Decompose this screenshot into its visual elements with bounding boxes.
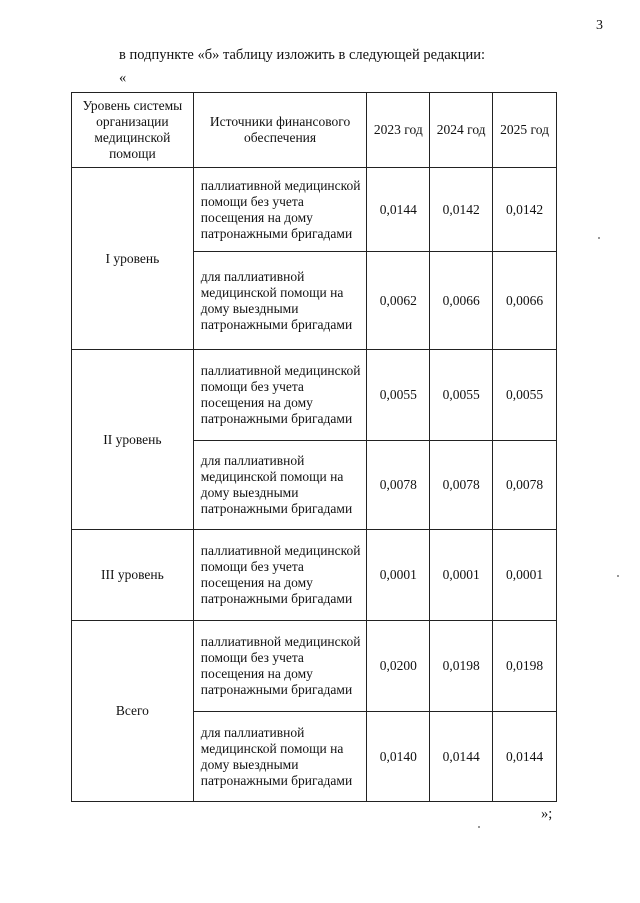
value-2025: 0,0144 [493, 712, 557, 802]
value-2023: 0,0078 [367, 441, 430, 530]
page-number: 3 [596, 18, 603, 33]
level-cell: II уровень [72, 350, 194, 530]
value-2024: 0,0198 [430, 621, 493, 712]
value-2023: 0,0140 [367, 712, 430, 802]
source-cell: для паллиативной медицинской помощи на дому выездными патронажными бригадами [193, 441, 367, 530]
value-2025: 0,0142 [493, 168, 557, 252]
scan-speck [478, 826, 480, 828]
value-2025: 0,0001 [493, 530, 557, 621]
header-source: Источники финансового обеспечения [193, 93, 367, 168]
value-2025: 0,0066 [493, 252, 557, 350]
financing-table [71, 92, 557, 802]
value-2024: 0,0142 [430, 168, 493, 252]
value-2024: 0,0078 [430, 441, 493, 530]
header-2023: 2023 год [367, 93, 430, 168]
scan-speck [617, 575, 619, 577]
value-2023: 0,0001 [367, 530, 430, 621]
open-quote: « [119, 70, 127, 86]
value-2023: 0,0055 [367, 350, 430, 441]
value-2024: 0,0055 [430, 350, 493, 441]
table-row [72, 621, 557, 712]
table-row [72, 350, 557, 441]
header-level: Уровень системы организации медицинской помощи [72, 93, 194, 168]
level-cell: I уровень [72, 168, 194, 350]
value-2023: 0,0144 [367, 168, 430, 252]
header-2024: 2024 год [430, 93, 493, 168]
source-cell: для паллиативной медицинской помощи на дому выездными патронажными бригадами [193, 252, 367, 350]
intro-text: в подпункте «б» таблицу изложить в следующей редакции: [119, 47, 486, 63]
table-header-row [72, 93, 557, 168]
value-2025: 0,0198 [493, 621, 557, 712]
table-row [72, 168, 557, 252]
header-2025: 2025 год [493, 93, 557, 168]
level-cell: III уровень [72, 530, 194, 621]
source-cell: для паллиативной медицинской помощи на дому выездными патронажными бригадами [193, 712, 367, 802]
close-quote: »; [541, 806, 553, 822]
scan-speck [598, 237, 600, 239]
value-2025: 0,0055 [493, 350, 557, 441]
value-2024: 0,0144 [430, 712, 493, 802]
source-cell: паллиативной медицинской помощи без учета посещения на дому патронажными бригадами [193, 168, 367, 252]
value-2024: 0,0066 [430, 252, 493, 350]
table-row [72, 530, 557, 621]
value-2023: 0,0200 [367, 621, 430, 712]
value-2025: 0,0078 [493, 441, 557, 530]
source-cell: паллиативной медицинской помощи без учета посещения на дому патронажными бригадами [193, 621, 367, 712]
level-cell: Всего [72, 621, 194, 802]
source-cell: паллиативной медицинской помощи без учета посещения на дому патронажными бригадами [193, 350, 367, 441]
value-2023: 0,0062 [367, 252, 430, 350]
value-2024: 0,0001 [430, 530, 493, 621]
source-cell: паллиативной медицинской помощи без учета посещения на дому патронажными бригадами [193, 530, 367, 621]
